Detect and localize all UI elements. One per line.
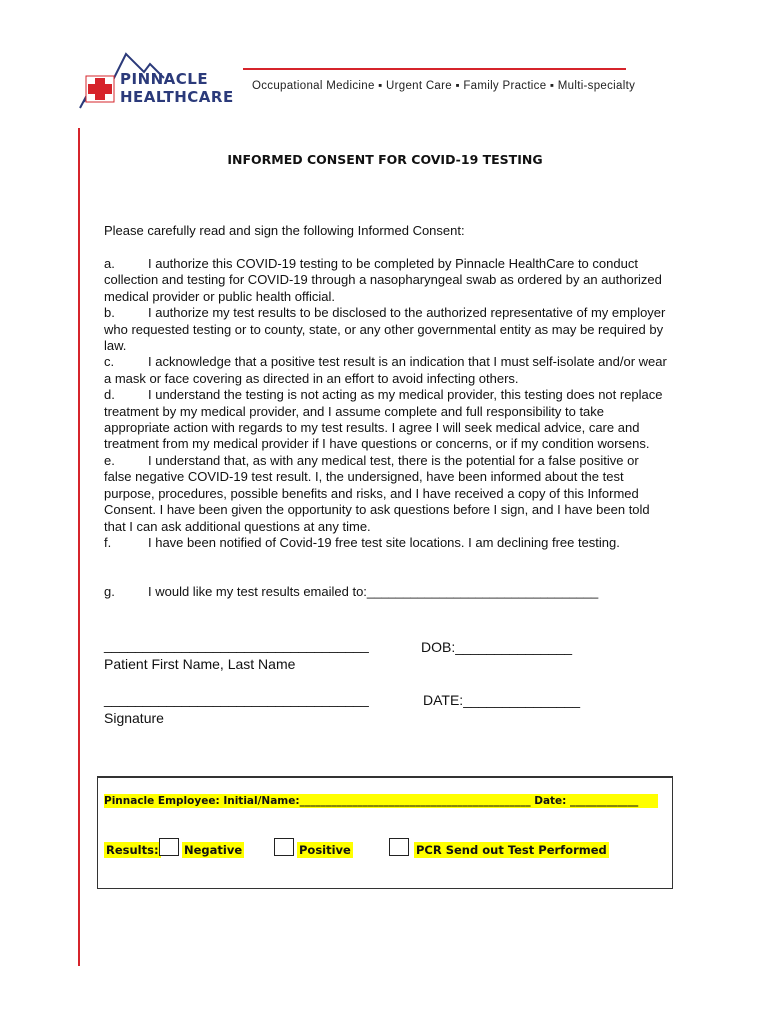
consent-item-c [104, 354, 669, 387]
item-text: I authorize this COVID-19 testing to be completed by Pinnacle HealthCare to conduct collection and testing for COVID-19 through a nasopharyngeal swab as ordered by an authorized medical provider or public health official. [104, 256, 662, 304]
item-letter: a. [104, 256, 115, 271]
patient-name-line[interactable]: __________________________________ [104, 637, 369, 653]
date-field[interactable]: DATE:_______________ [423, 692, 580, 708]
email-results-text: I would like my test results emailed to:________________________________ [148, 584, 599, 599]
document-title: INFORMED CONSENT FOR COVID-19 TESTING [227, 152, 543, 167]
signature-line[interactable]: __________________________________ [104, 691, 369, 707]
pcr-label: PCR Send out Test Performed [416, 843, 607, 857]
item-letter: b. [104, 305, 115, 321]
item-text: I understand that, as with any medical test, there is the potential for a false positive or false negative COVID-19 test result. I, the undersigned, have been informed about the test purpose, procedures, possible benefits and risks, and I have received a copy of this Informed Consent. I have been given the opportunity to ask questions before I sign, and I have been told that I can ask additional questions at any time. [104, 452, 650, 534]
left-margin-rule [78, 128, 80, 966]
positive-checkbox[interactable] [274, 838, 294, 856]
consent-item-a [104, 256, 669, 305]
results-label: Results: [106, 843, 159, 857]
item-letter: g. [104, 584, 115, 599]
pcr-checkbox[interactable] [389, 838, 409, 856]
consent-intro: Please carefully read and sign the following Informed Consent: [104, 223, 465, 238]
item-letter: c. [104, 354, 115, 370]
item-letter: d. [104, 387, 115, 403]
positive-label: Positive [299, 843, 351, 857]
consent-item-d [104, 387, 669, 453]
employee-section-box [97, 776, 673, 889]
consent-item-b [104, 305, 669, 354]
logo-text-pinnacle: PINNACLE [120, 70, 209, 88]
logo-text-healthcare: HEALTHCARE [120, 88, 234, 106]
employee-initial-name-field[interactable]: Pinnacle Employee: Initial/Name:____________________________________________ Date: _____________ [104, 794, 658, 808]
negative-checkbox[interactable] [159, 838, 179, 856]
item-text: I acknowledge that a positive test result is an indication that I must self-isolate and/or wear a mask or face covering as directed in an effort to avoid infecting others. [104, 354, 667, 386]
item-letter: e. [104, 452, 115, 468]
item-text: I understand the testing is not acting as my medical provider, this testing does not replace treatment by my medical provider, and I assume complete and full responsibility to take appropriate action with regards to my test results. I agree I will seek medical advice, care and treatment from my medical provider if I have questions or concerns, or if my condition worsens. [104, 387, 663, 452]
item-text: I have been notified of Covid-19 free test site locations. I am declining free testing. [148, 534, 620, 550]
dob-field[interactable]: DOB:_______________ [421, 639, 573, 655]
pinnacle-logo [78, 50, 238, 114]
negative-label: Negative [184, 843, 243, 857]
item-letter: f. [104, 534, 112, 550]
consent-item-e [104, 453, 669, 535]
header-divider [243, 68, 626, 70]
item-text: I authorize my test results to be disclosed to the authorized representative of my employer who requested testing or to county, state, or any other governmental entity as may be required by law. [104, 305, 666, 354]
consent-items [104, 256, 669, 551]
email-results-field[interactable] [104, 584, 598, 599]
signature-label: Signature [104, 710, 164, 726]
patient-name-label: Patient First Name, Last Name [104, 656, 296, 672]
consent-item-f [104, 535, 669, 551]
header-tagline: Occupational Medicine ▪ Urgent Care ▪ Family Practice ▪ Multi-specialty [252, 80, 636, 92]
